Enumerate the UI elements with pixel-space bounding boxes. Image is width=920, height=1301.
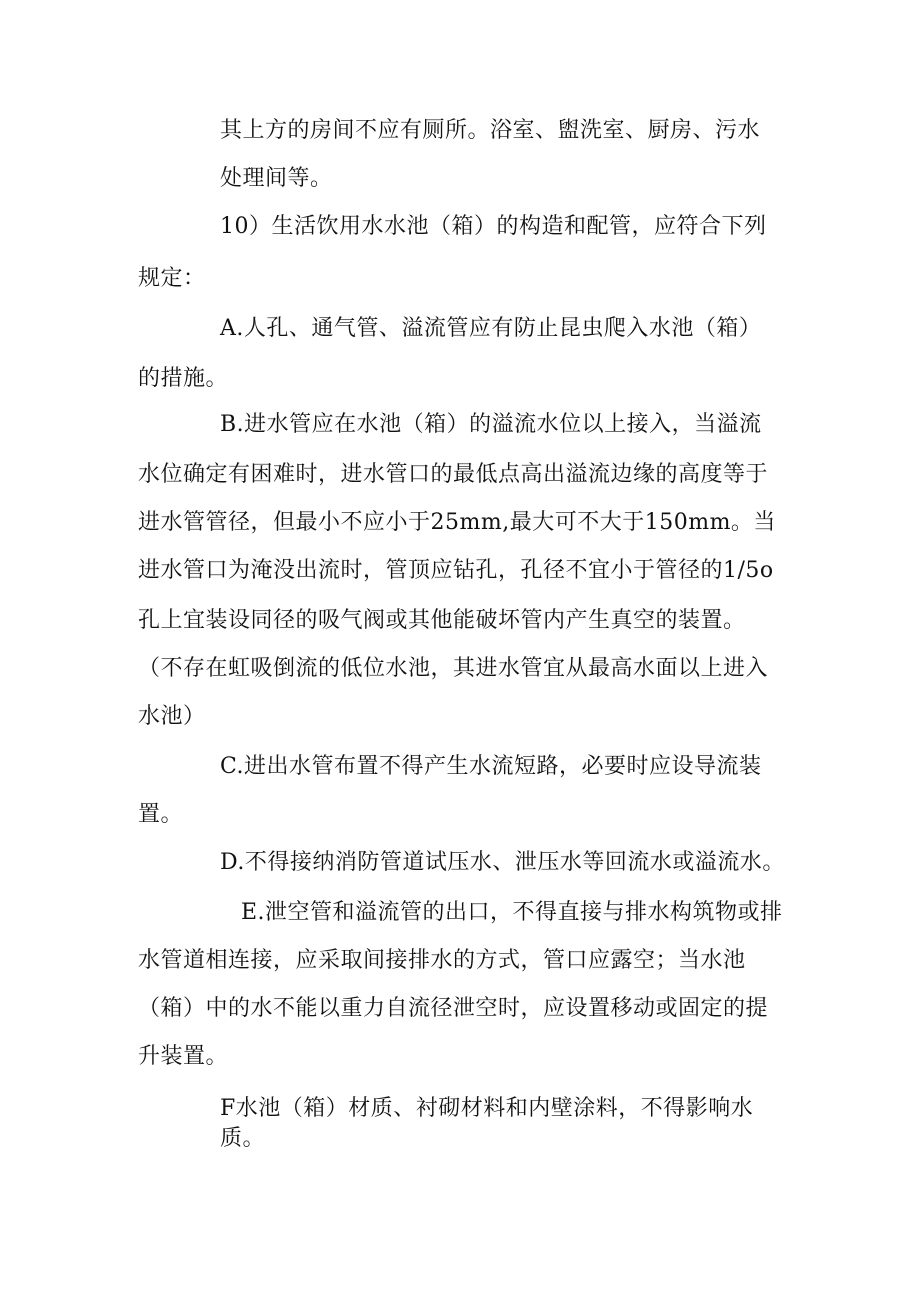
text-line: 水位确定有困难时，进水管口的最低点高出溢流边缘的高度等于	[138, 462, 769, 487]
text-line: 孔上宜装设同径的吸气阀或其他能破坏管内产生真空的装置。	[138, 608, 746, 633]
text-line: D.不得接纳消防管道试压水、泄压水等回流水或溢流水。	[220, 850, 785, 875]
text-line: C.进出水管布置不得产生水流短路，必要时应设导流装	[220, 754, 762, 779]
text-line: 的措施。	[138, 366, 229, 391]
text-line: 水池）	[138, 704, 206, 729]
text-line: 水管道相连接，应采取间接排水的方式，管口应露空；当水池	[138, 948, 746, 973]
text-line: B.进水管应在水池（箱）的溢流水位以上接入，当溢流	[220, 412, 762, 437]
text-line: E.泄空管和溢流管的出口，不得直接与排水构筑物或排	[241, 900, 783, 925]
text-line: 处理间等。	[220, 166, 333, 191]
text-line: 置。	[138, 802, 184, 827]
text-line: F水池（箱）材质、衬砌材料和内壁涂料，不得影响水	[220, 1096, 754, 1121]
text-line: 规定：	[138, 266, 206, 291]
text-line: （不存在虹吸倒流的低位水池，其进水管宜从最高水面以上进入	[138, 656, 769, 681]
text-line: （箱）中的水不能以重力自流径泄空时，应设置移动或固定的提	[138, 996, 769, 1021]
text-line: 10）生活饮用水水池（箱）的构造和配管，应符合下列	[220, 214, 767, 239]
text-line: 进水管管径，但最小不应小于25mm,最大可不大于150mm。当	[138, 510, 776, 535]
text-line: 质。	[220, 1126, 266, 1151]
text-line: A.人孔、通气管、溢流管应有防止昆虫爬入水池（箱）	[220, 316, 762, 341]
text-line: 升装置。	[138, 1044, 229, 1069]
text-line: 其上方的房间不应有厕所。浴室、盥洗室、厨房、污水	[220, 118, 761, 143]
text-line: 进水管口为淹没出流时，管顶应钻孔，孔径不宜小于管径的1/5o	[138, 558, 774, 583]
